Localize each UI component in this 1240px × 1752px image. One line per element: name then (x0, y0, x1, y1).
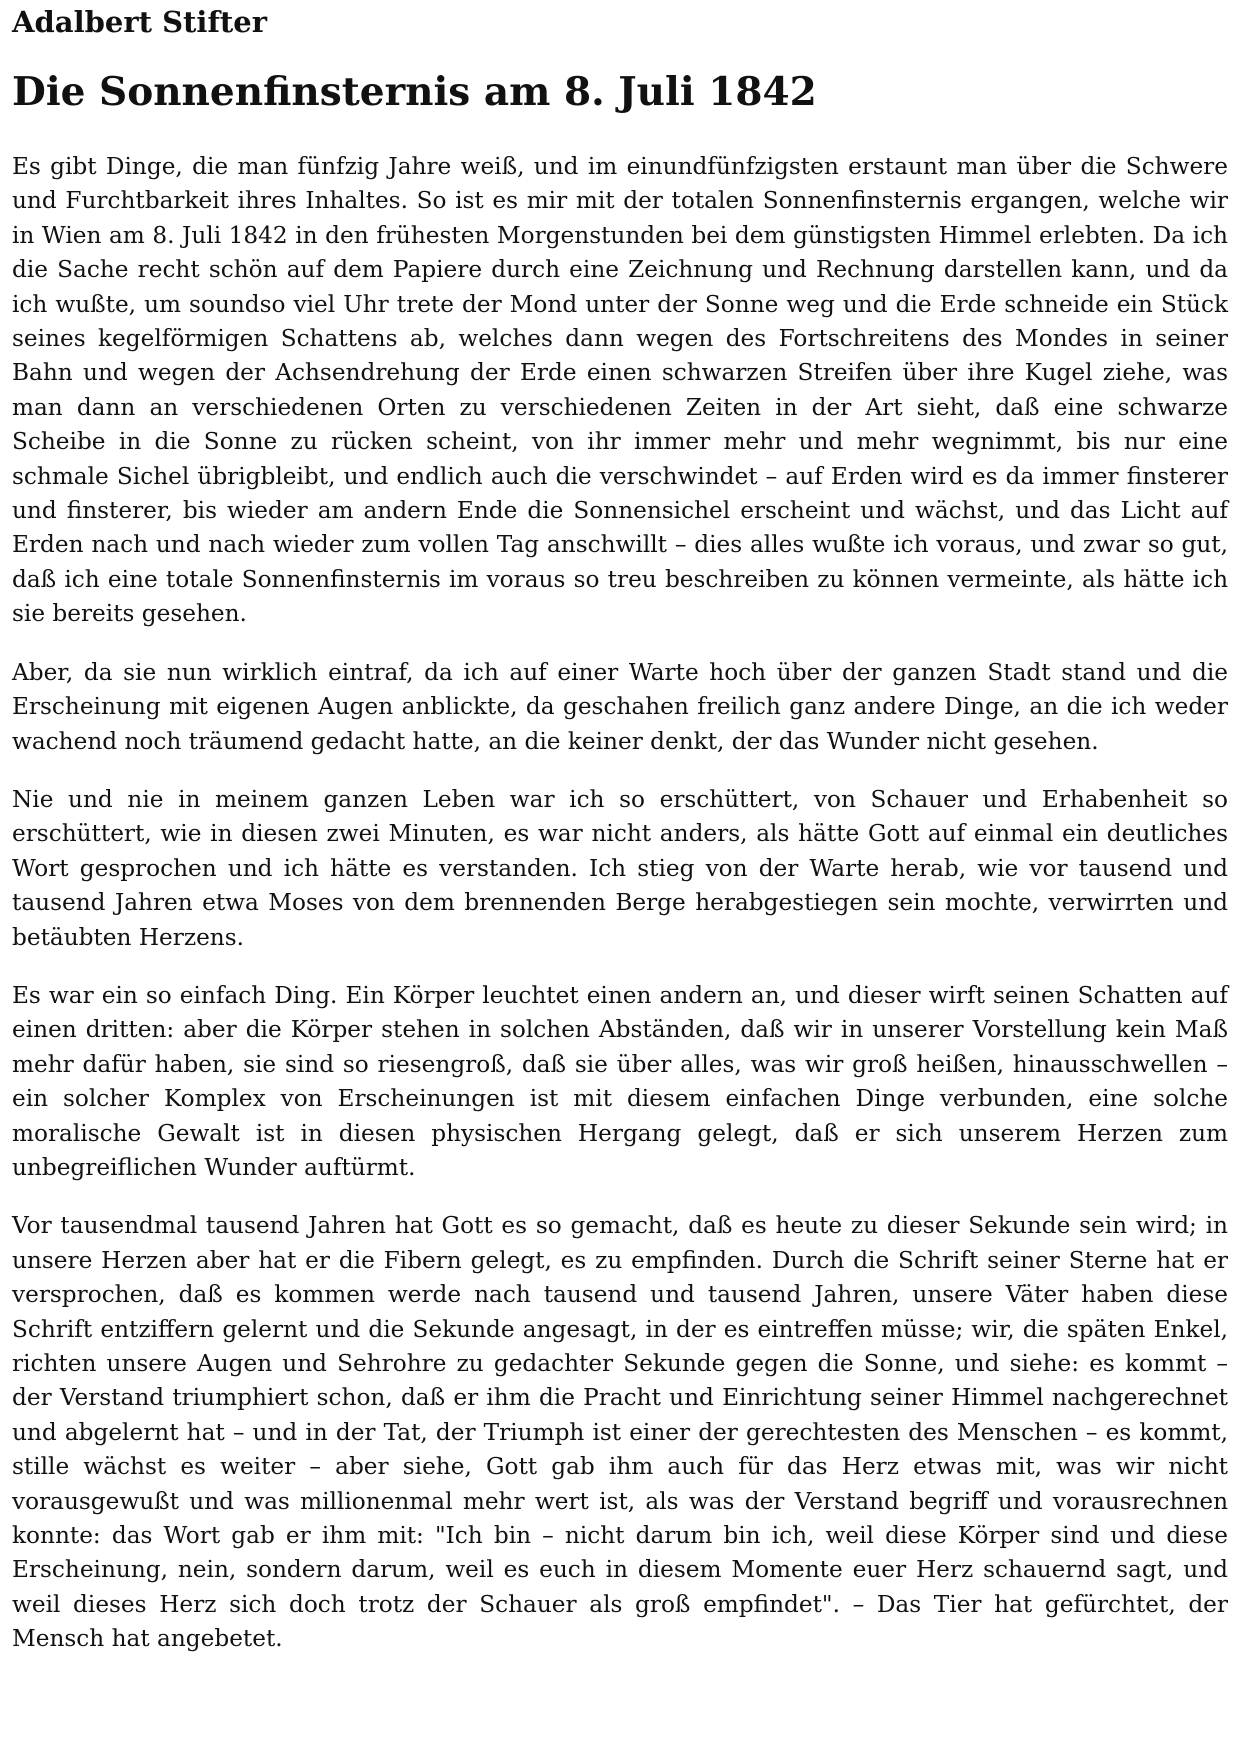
paragraph-1: Es gibt Dinge, die man fünfzig Jahre weiß, und im einundfünfzigsten erstaunt man über die Schwere und Furchtbarkeit ihres Inhaltes. So ist es mir mit der totalen Sonnenfinsternis ergangen, welche wir in Wien am 8. Juli 1842 in den frühesten Morgenstunden bei dem günstigsten Himmel erlebten. Da ich die Sache recht schön auf dem Papiere durch eine Zeichnung und Rechnung darstellen kann, und da ich wußte, um soundso viel Uhr trete der Mond unter der Sonne weg und die Erde schneide ein Stück seines kegelförmigen Schattens ab, welches dann wegen des Fortschreitens des Mondes in seiner Bahn und wegen der Achsendrehung der Erde einen schwarzen Streifen über ihre Kugel ziehe, was man dann an verschiedenen Orten zu verschiedenen Zeiten in der Art sieht, daß eine schwarze Scheibe in die Sonne zu rücken scheint, von ihr immer mehr und mehr wegnimmt, bis nur eine schmale Sichel übrigbleibt, und endlich auch die verschwindet – auf Erden wird es da immer finsterer und finsterer, bis wieder am andern Ende die Sonnensichel erscheint und wächst, und das Licht auf Erden nach und nach wieder zum vollen Tag anschwillt – dies alles wußte ich voraus, und zwar so gut, daß ich eine totale Sonnenfinsternis im voraus so treu beschreiben zu können vermeinte, als hätte ich sie bereits gesehen. (12, 153, 1228, 628)
paragraph-4: Es war ein so einfach Ding. Ein Körper leuchtet einen andern an, und dieser wirft seinen Schatten auf einen dritten: aber die Körper stehen in solchen Abständen, daß wir in unserer Vorstellung kein Maß mehr dafür haben, sie sind so riesengroß, daß sie über alles, was wir groß heißen, hinausschwellen – ein solcher Komplex von Erscheinungen ist mit diesem einfachen Dinge verbunden, eine solche moralische Gewalt ist in diesen physischen Hergang gelegt, daß er sich unserem Herzen zum unbegreiflichen Wunder auftürmt. (12, 981, 1228, 1181)
paragraph-3: Nie und nie in meinem ganzen Leben war ich so erschüttert, von Schauer und Erhabenheit so erschüttert, wie in diesen zwei Minuten, es war nicht anders, als hätte Gott auf einmal ein deutliches Wort gesprochen und ich hätte es verstanden. Ich stieg von der Warte herab, wie vor tausend und tausend Jahren etwa Moses von dem brennenden Berge herabgestiegen sein mochte, verwirrten und betäubten Herzens. (12, 785, 1228, 951)
author-name: Adalbert Stifter (12, 5, 268, 39)
body-text (12, 150, 1228, 1657)
document-title: Die Sonnenfinsternis am 8. Juli 1842 (12, 69, 817, 115)
paragraph-2: Aber, da sie nun wirklich eintraf, da ich auf einer Warte hoch über der ganzen Stadt stand und die Erscheinung mit eigenen Augen anblickte, da geschahen freilich ganz andere Dinge, an die ich weder wachend noch träumend gedacht hatte, an die keiner denkt, der das Wunder nicht gesehen. (12, 658, 1228, 755)
paragraph-5: Vor tausendmal tausend Jahren hat Gott es so gemacht, daß es heute zu dieser Sekunde sein wird; in unsere Herzen aber hat er die Fibern gelegt, es zu empfinden. Durch die Schrift seiner Sterne hat er versprochen, daß es kommen werde nach tausend und tausend Jahren, unsere Väter haben diese Schrift entziffern gelernt und die Sekunde angesagt, in der es eintreffen müsse; wir, die späten Enkel, richten unsere Augen und Sehrohre zu gedachter Sekunde gegen die Sonne, und siehe: es kommt – der Verstand triumphiert schon, daß er ihm die Pracht und Einrichtung seiner Himmel nachgerechnet und abgelernt hat – und in der Tat, der Triumph ist einer der gerechtesten des Menschen – es kommt, stille wächst es weiter – aber siehe, Gott gab ihm auch für das Herz etwas mit, was wir nicht vorausgewußt und was millionenmal mehr wert ist, als was der Verstand begriff und vorausrechnen konnte: das Wort gab er ihm mit: "Ich bin – nicht darum bin ich, weil diese Körper sind und diese Erscheinung, nein, sondern darum, weil es euch in diesem Momente euer Herz schauernd sagt, und weil dieses Herz sich doch trotz der Schauer als groß empfindet". – Das Tier hat gefürchtet, der Mensch hat angebetet. (12, 1212, 1228, 1653)
